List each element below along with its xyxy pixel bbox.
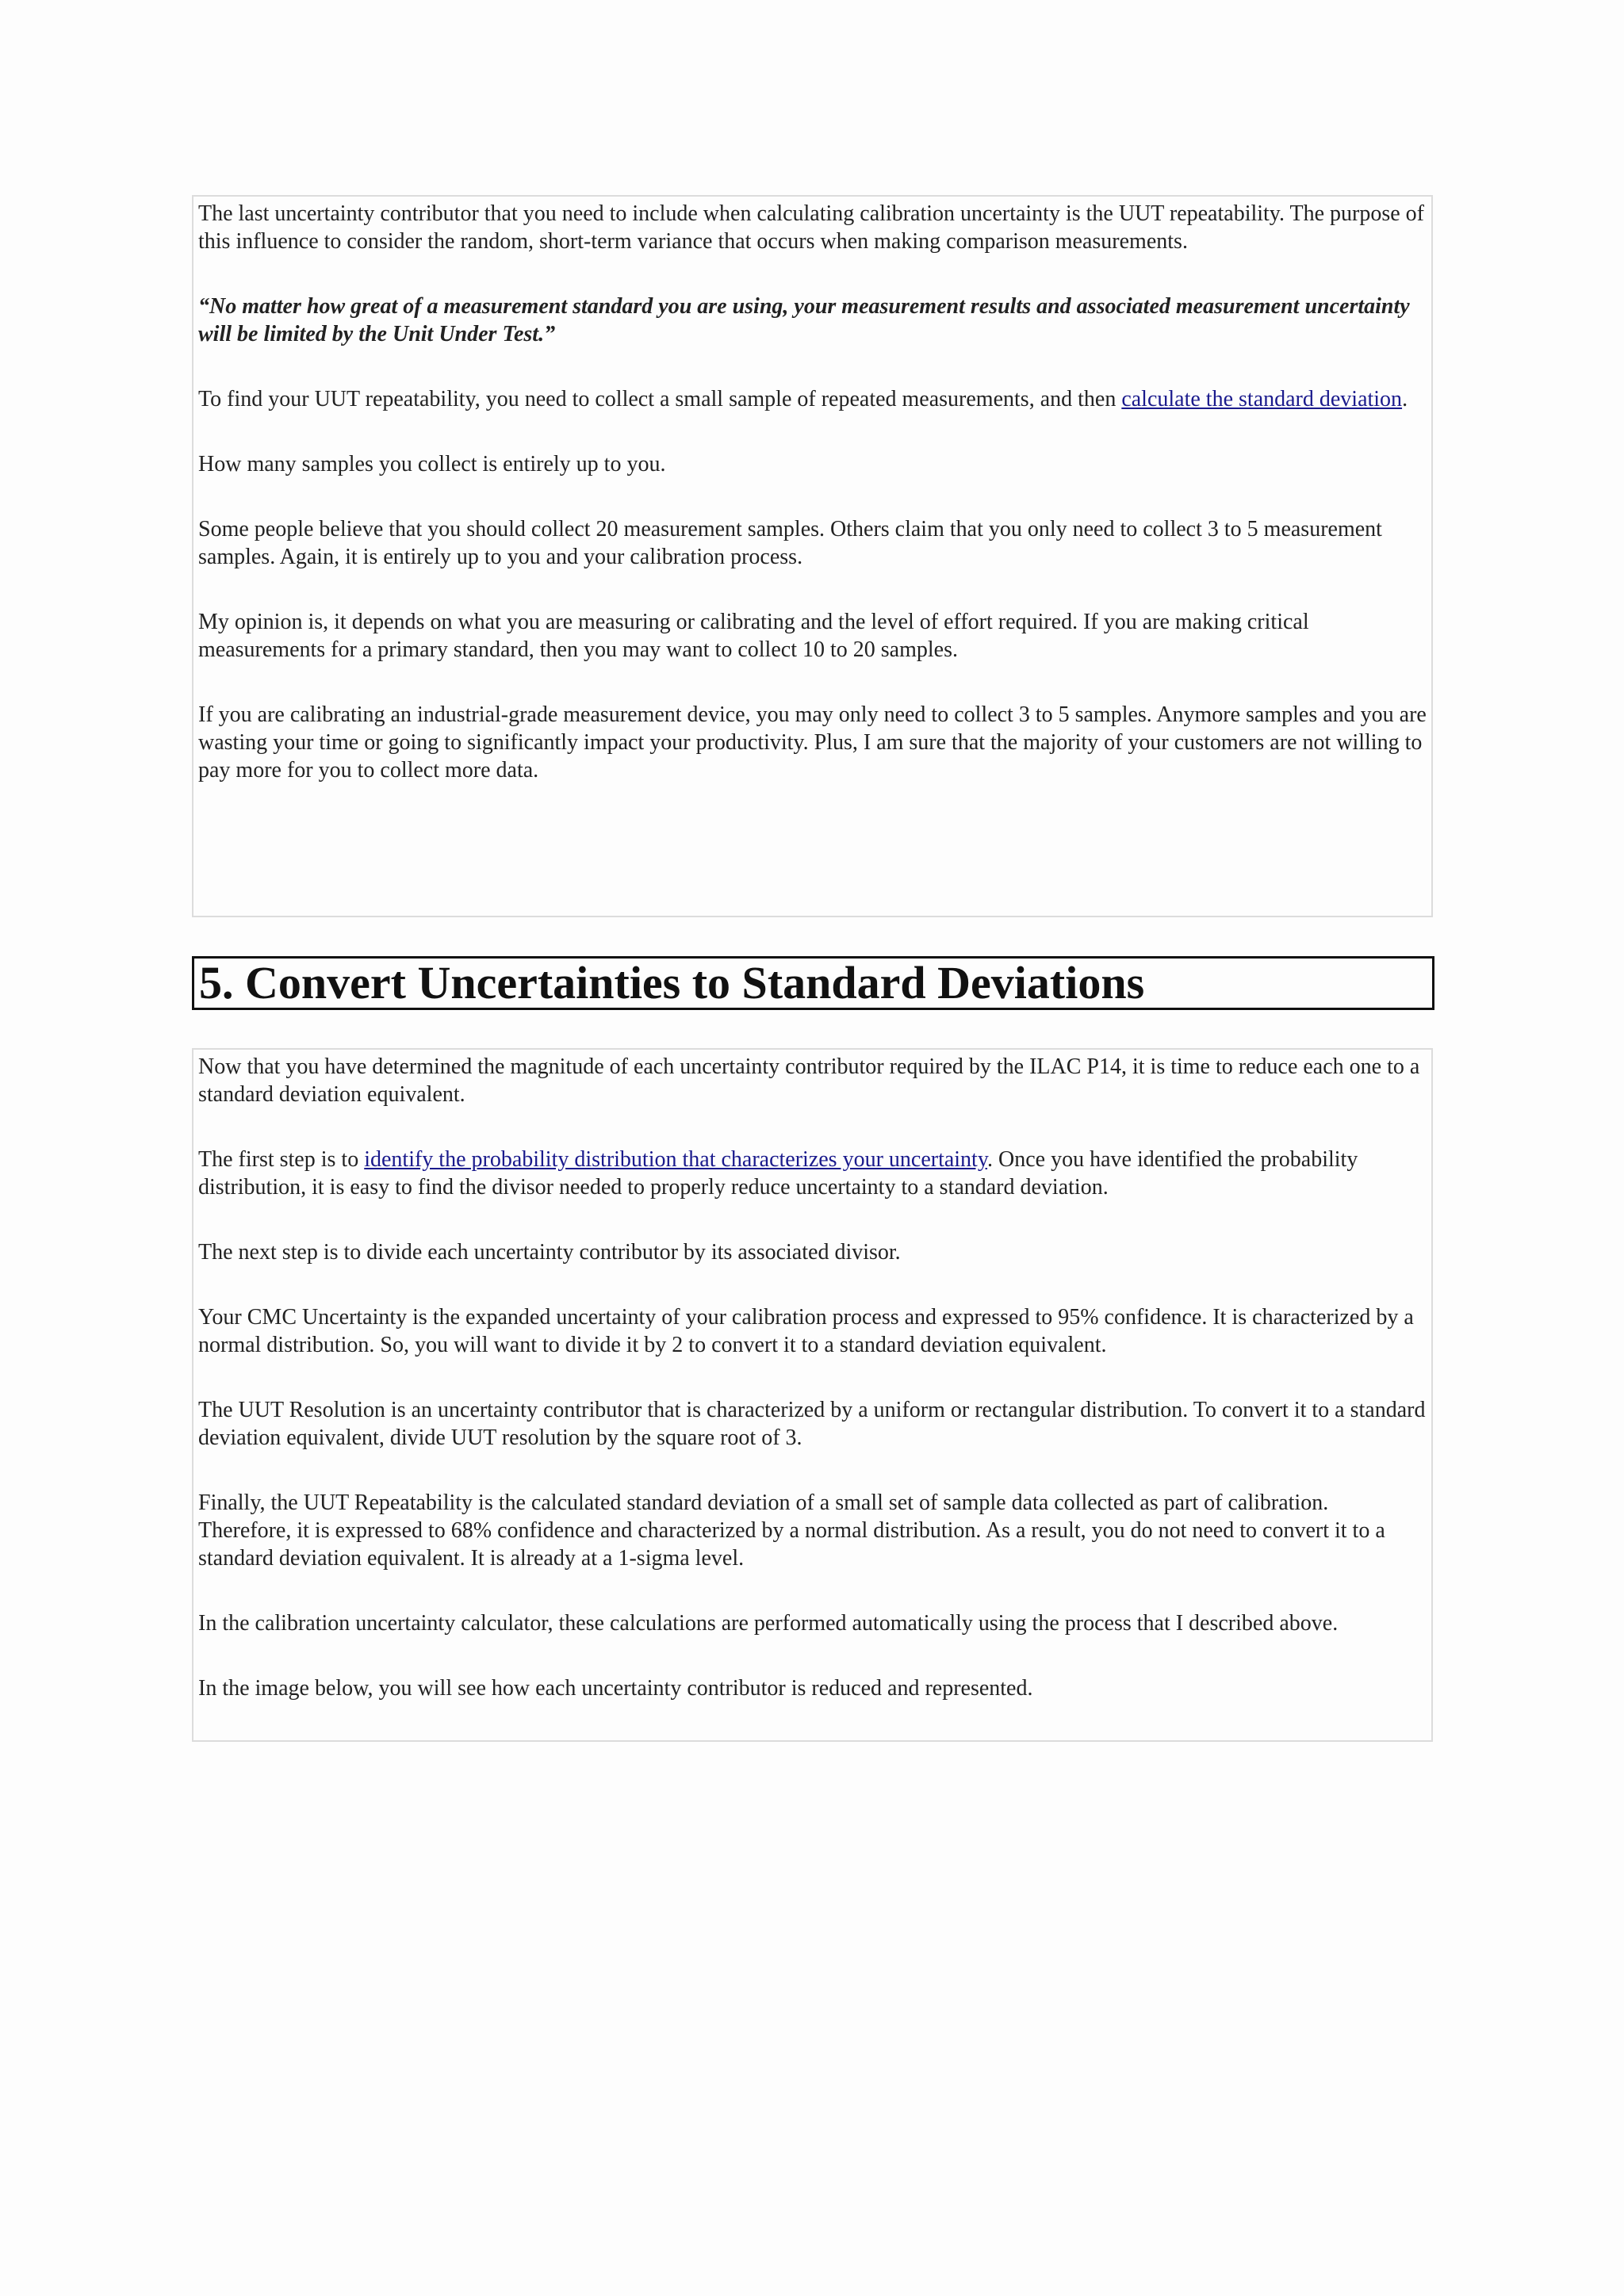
paragraph: If you are calibrating an industrial-grade measurement device, you may only need to collect 3 to 5 samples. Anymore samples and you are wasting your time or going to significantly impact your productivity. Plus, I am sure that the majority of your customers are not willing to pay more for you to collect more data. [198,702,1427,783]
paragraph-text: The first step is to [198,1147,365,1172]
paragraph-text: To find your UUT repeatability, you need to collect a small sample of repeated measurements, and then [198,387,1122,411]
paragraph: How many samples you collect is entirely up to you. [198,452,666,476]
calculate-standard-deviation-link[interactable]: calculate the standard deviation [1121,387,1403,411]
paragraph: Now that you have determined the magnitude of each uncertainty contributor required by the ILAC P14, it is time to reduce each one to a standard deviation equivalent. [198,1054,1420,1107]
paragraph: The UUT Resolution is an uncertainty contributor that is characterized by a uniform or rectangular distribution. To convert it to a standard deviation equivalent, divide UUT resolution by the square root of 3. [198,1398,1426,1450]
paragraph [198,385,1427,413]
section-heading-box [192,956,1434,1010]
paragraph: Some people believe that you should collect 20 measurement samples. Others claim that you only need to collect 3 to 5 measurement samples. Again, it is entirely up to you and your calibration process. [198,517,1382,569]
section-heading: 5. Convert Uncertainties to Standard Deviations [199,957,1145,1008]
pull-quote: “No matter how great of a measurement standard you are using, your measurement results and associated measurement uncertainty will be limited by the Unit Under Test.” [198,294,1410,346]
paragraph: My opinion is, it depends on what you are measuring or calibrating and the level of effort required. If you are making critical measurements for a primary standard, then you may want to collect 10 to 20 samples. [198,610,1309,662]
probability-distribution-link[interactable]: identify the probability distribution that characterizes your uncertainty [364,1147,988,1172]
paragraph: The last uncertainty contributor that you need to include when calculating calibration uncertainty is the UUT repeatability. The purpose of this influence to consider the random, short-term variance that occurs when making comparison measurements. [198,201,1424,254]
paragraph: In the calibration uncertainty calculator, these calculations are performed automatically using the process that I described above. [198,1611,1339,1636]
paragraph-text: . [1402,387,1408,411]
paragraph-text: . Once you have identified the probability distribution, it is easy to find the divisor needed to properly reduce uncertainty to a standard deviation. [198,1147,1358,1200]
uut-repeatability-text-block [192,195,1433,917]
paragraph: Finally, the UUT Repeatability is the calculated standard deviation of a small set of sample data collected as part of calibration. Therefore, it is expressed to 68% confidence and characterized by a normal distribution. As a result, you do not need to convert it to a standard deviation equivalent. It is already at a 1-sigma level. [198,1490,1385,1571]
paragraph: The next step is to divide each uncertainty contributor by its associated divisor. [198,1240,901,1265]
paragraph [198,1146,1427,1201]
convert-uncertainties-text-block [192,1048,1433,1742]
paragraph: Your CMC Uncertainty is the expanded uncertainty of your calibration process and expressed to 95% confidence. It is characterized by a normal distribution. So, you will want to divide it by 2 to convert it to a standard deviation equivalent. [198,1305,1414,1357]
paragraph: In the image below, you will see how each uncertainty contributor is reduced and represented. [198,1676,1033,1701]
